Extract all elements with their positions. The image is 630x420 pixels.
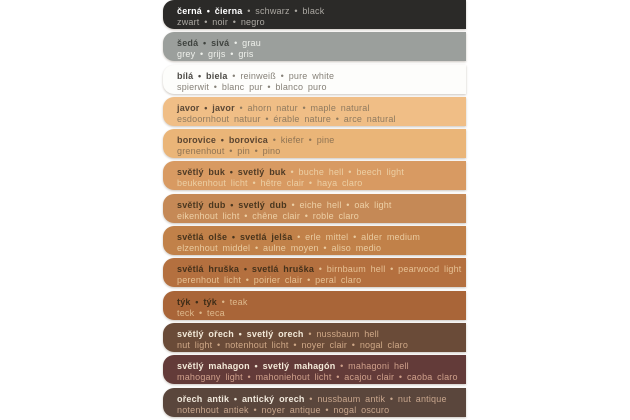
swatch-names-line1 xyxy=(177,394,458,405)
swatch-name-primary: týk • týk xyxy=(177,296,217,307)
swatch-names-line1 xyxy=(177,232,458,243)
swatch-row-mahogany-light xyxy=(163,355,466,384)
swatch-name-primary: světlý buk • svetlý buk xyxy=(177,167,286,178)
swatch-names-line2: grey • grijs • gris xyxy=(177,49,254,60)
swatch-name-translations: • mahagoni hell xyxy=(340,361,409,372)
swatch-names-line2: eikenhout licht • chêne clair • roble claro xyxy=(177,210,359,221)
swatch-names-line1 xyxy=(177,167,458,178)
swatch-names-line1 xyxy=(177,361,458,372)
swatch-name-translations: • teak xyxy=(221,296,248,307)
swatch-row-black xyxy=(163,0,466,29)
swatch-row-maple-natural xyxy=(163,97,466,126)
swatch-name-primary: bílá • biela xyxy=(177,70,228,81)
swatch-names-line1 xyxy=(177,135,458,146)
swatch-row-alder-medium xyxy=(163,226,466,255)
swatch-name-primary: javor • javor xyxy=(177,102,235,113)
swatch-row-nut-light xyxy=(163,323,466,352)
swatch-row-nut-antique xyxy=(163,388,466,417)
swatch-name-primary: světlý mahagon • svetlý mahagón xyxy=(177,361,336,372)
swatch-row-grey xyxy=(163,32,466,61)
swatch-name-translations: • erle mittel • alder medium xyxy=(297,232,421,243)
swatch-names-line2: teck • teca xyxy=(177,307,225,318)
swatch-names-line2: nut light • notenhout licht • noyer clair • nogal claro xyxy=(177,339,409,350)
swatch-name-primary: světlá olše • svetlá jelša xyxy=(177,232,293,243)
swatch-row-beech-light xyxy=(163,161,466,190)
swatch-names-line1 xyxy=(177,103,458,114)
swatch-names-line2: elzenhout middel • aulne moyen • aliso medio xyxy=(177,243,382,254)
swatch-names-line1 xyxy=(177,329,458,340)
swatch-names-line2: notenhout antiek • noyer antique • nogal oscuro xyxy=(177,404,390,415)
swatch-row-pine xyxy=(163,129,466,158)
swatch-name-primary: světlý ořech • svetlý orech xyxy=(177,328,304,339)
swatch-name-translations: • nussbaum antik • nut antique xyxy=(309,393,447,404)
swatch-names-line1 xyxy=(177,71,458,82)
swatch-row-pearwood-light xyxy=(163,258,466,287)
swatch-names-line2: esdoornhout natuur • érable nature • arce natural xyxy=(177,113,396,124)
swatch-name-translations: • birnbaum hell • pearwood light xyxy=(318,264,462,275)
swatch-names-line2: grenenhout • pin • pino xyxy=(177,146,281,157)
swatch-names-line1 xyxy=(177,38,458,49)
swatch-name-translations: • schwarz • black xyxy=(247,6,325,16)
swatch-row-teak xyxy=(163,291,466,320)
swatch-name-translations: • grau xyxy=(234,38,261,49)
wood-color-chart xyxy=(163,0,466,420)
swatch-name-translations: • kiefer • pine xyxy=(272,135,335,146)
swatch-names-line1 xyxy=(177,200,458,211)
swatch-name-primary: světlá hruška • svetlá hruška xyxy=(177,264,315,275)
swatch-name-primary: borovice • borovica xyxy=(177,135,268,146)
swatch-names-line2: perenhout licht • poirier clair • peral claro xyxy=(177,275,362,286)
swatch-name-translations: • nussbaum hell xyxy=(308,328,379,339)
swatch-row-pure-white xyxy=(163,65,466,94)
swatch-names-line1 xyxy=(177,297,458,308)
swatch-row-oak-light xyxy=(163,194,466,223)
swatch-names-line2: zwart • noir • negro xyxy=(177,17,265,27)
swatch-name-primary: černá • čierna xyxy=(177,6,243,16)
swatch-name-primary: světlý dub • svetlý dub xyxy=(177,199,287,210)
swatch-name-translations: • buche hell • beech light xyxy=(290,167,405,178)
swatch-name-primary: ořech antik • antický orech xyxy=(177,393,305,404)
swatch-name-translations: • ahorn natur • maple natural xyxy=(239,102,370,113)
swatch-names-line1 xyxy=(177,264,462,275)
swatch-name-translations: • eiche hell • oak light xyxy=(291,199,392,210)
swatch-names-line1 xyxy=(177,6,458,17)
swatch-names-line2: spierwit • blanc pur • blanco puro xyxy=(177,81,327,92)
swatch-names-line2: mahogany light • mahoniehout licht • acajou clair • caoba claro xyxy=(177,372,458,383)
swatch-name-translations: • reinweiß • pure white xyxy=(232,70,335,81)
swatch-name-primary: šedá • sivá xyxy=(177,38,230,49)
swatch-names-line2: beukenhout licht • hêtre clair • haya claro xyxy=(177,178,363,189)
